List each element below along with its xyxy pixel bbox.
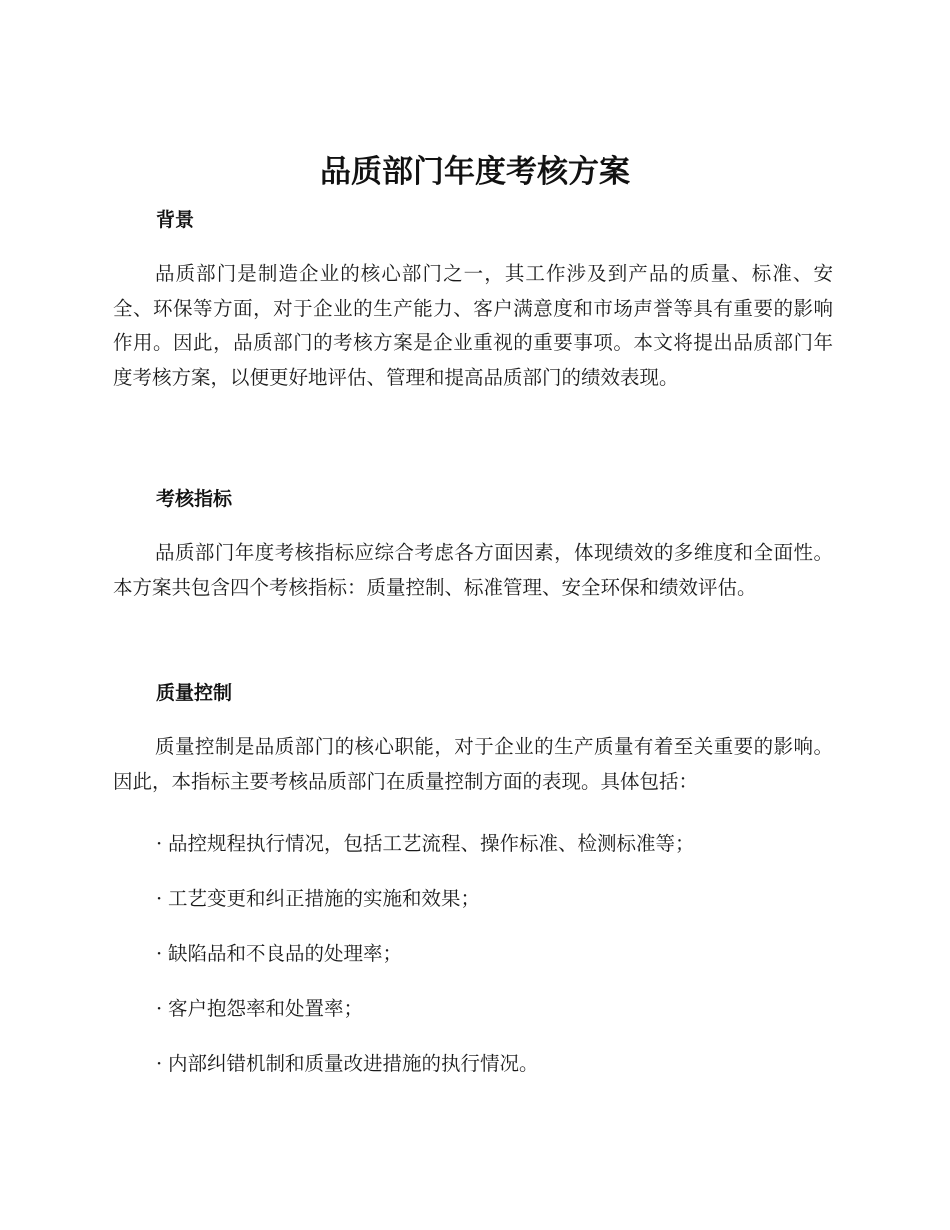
- section-heading-background: 背景: [156, 209, 195, 231]
- bullet-marker: ·: [156, 942, 163, 965]
- bullet-marker: ·: [156, 832, 163, 855]
- bullet-marker: ·: [156, 887, 163, 910]
- bullet-marker: ·: [156, 997, 163, 1020]
- section-heading-quality-control: 质量控制: [156, 682, 233, 704]
- section-paragraph-indicators: 品质部门年度考核指标应综合考虑各方面因素，体现绩效的多维度和全面性。本方案共包含四个考核指标：质量控制、标准管理、安全环保和绩效评估。: [113, 541, 833, 599]
- list-item-text: 内部纠错机制和质量改进措施的执行情况。: [168, 1052, 539, 1075]
- section-paragraph-background: 品质部门是制造企业的核心部门之一，其工作涉及到产品的质量、标准、安全、环保等方面，对于企业的生产能力、客户满意度和市场声誉等具有重要的影响作用。因此，品质部门的考核方案是企业重视的重要事项。本文将提出品质部门年度考核方案，以便更好地评估、管理和提高品质部门的绩效表现。: [113, 262, 833, 389]
- list-item: [156, 884, 836, 914]
- bullet-marker: ·: [156, 1052, 163, 1075]
- list-item-text: 客户抱怨率和处置率；: [168, 997, 364, 1020]
- list-item: [156, 939, 836, 969]
- list-item-text: 品控规程执行情况，包括工艺流程、操作标准、检测标准等；: [168, 832, 695, 855]
- document-title: 品质部门年度考核方案: [320, 154, 630, 190]
- list-item: [156, 1049, 836, 1079]
- section-heading-indicators: 考核指标: [156, 488, 233, 510]
- list-item-text: 缺陷品和不良品的处理率；: [168, 942, 403, 965]
- list-item-text: 工艺变更和纠正措施的实施和效果；: [168, 887, 481, 910]
- list-item: [156, 994, 836, 1024]
- list-item: [156, 829, 836, 859]
- section-paragraph-quality-control: 质量控制是品质部门的核心职能，对于企业的生产质量有着至关重要的影响。因此，本指标主要考核品质部门在质量控制方面的表现。具体包括：: [113, 735, 833, 793]
